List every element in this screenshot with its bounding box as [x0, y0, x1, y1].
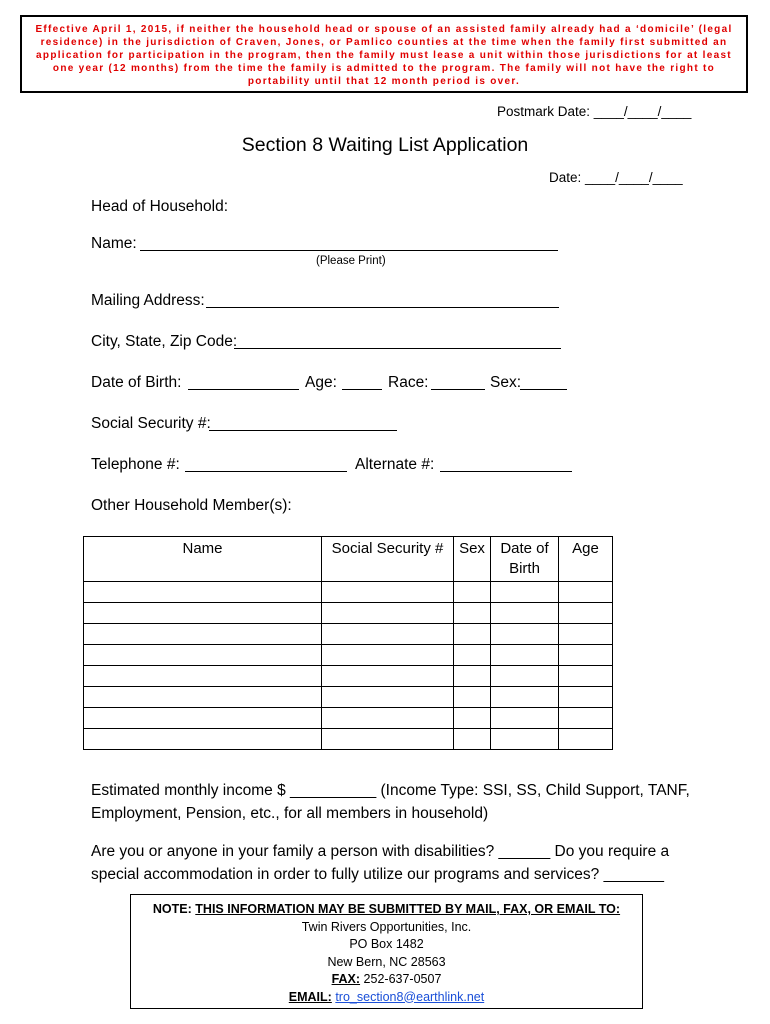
date-field: [549, 170, 683, 185]
income-line-2: Employment, Pension, etc., for all members in household): [91, 805, 489, 822]
table-row: [84, 666, 613, 687]
note-prefix: NOTE:: [152, 902, 192, 916]
table-cell[interactable]: [559, 603, 613, 624]
table-cell[interactable]: [491, 687, 559, 708]
other-household-members-heading: Other Household Member(s):: [91, 497, 292, 514]
table-cell[interactable]: [322, 666, 454, 687]
date-blank[interactable]: ____/____/____: [585, 170, 683, 185]
table-row: [84, 582, 613, 603]
alternate-phone-label: Alternate #:: [355, 456, 435, 473]
table-cell[interactable]: [322, 582, 454, 603]
income-line-1: Estimated monthly income $ __________ (Income Type: SSI, SS, Child Support, TANF,: [91, 782, 690, 799]
table-cell[interactable]: [454, 687, 491, 708]
age-label: Age:: [305, 374, 337, 391]
table-cell[interactable]: [454, 729, 491, 750]
table-cell[interactable]: [559, 708, 613, 729]
table-cell[interactable]: [491, 624, 559, 645]
table-cell[interactable]: [491, 729, 559, 750]
residency-notice-box: [20, 15, 748, 93]
city-state-zip: New Bern, NC 28563: [327, 954, 446, 969]
table-cell[interactable]: [454, 708, 491, 729]
table-row: [84, 708, 613, 729]
social-security-input[interactable]: [209, 416, 397, 431]
table-cell[interactable]: [454, 645, 491, 666]
table-cell[interactable]: [559, 582, 613, 603]
mailing-address-label: Mailing Address:: [91, 292, 205, 309]
table-cell[interactable]: [84, 624, 322, 645]
table-cell[interactable]: [454, 624, 491, 645]
email-link[interactable]: tro_section8@earthlink.net: [335, 989, 485, 1004]
table-row: [84, 729, 613, 750]
race-label: Race:: [388, 374, 429, 391]
date-label: Date:: [549, 170, 582, 185]
social-security-label: Social Security #:: [91, 415, 211, 432]
fax-line: [131, 971, 642, 989]
column-header-date-of-birth: Date of Birth: [491, 537, 559, 582]
email-line: [131, 989, 642, 1007]
sex-input[interactable]: [520, 375, 567, 390]
table-cell[interactable]: [559, 687, 613, 708]
sex-label: Sex:: [490, 374, 522, 391]
note-heading-text: THIS INFORMATION MAY BE SUBMITTED BY MAIL, FAX, OR EMAIL TO:: [195, 902, 621, 916]
table-cell[interactable]: [491, 666, 559, 687]
disability-question: [91, 840, 691, 886]
name-label: Name:: [91, 235, 137, 252]
postmark-date-label: Postmark Date:: [497, 104, 591, 119]
head-of-household-heading: Head of Household:: [91, 198, 229, 215]
household-members-table: [83, 536, 613, 750]
table-row: [84, 603, 613, 624]
column-header-sex: Sex: [454, 537, 491, 582]
table-cell[interactable]: [322, 624, 454, 645]
telephone-input[interactable]: [185, 457, 347, 472]
table-cell[interactable]: [491, 603, 559, 624]
table-cell[interactable]: [559, 666, 613, 687]
income-question: [91, 779, 691, 825]
disability-line-1: Are you or anyone in your family a person with disabilities? ______ Do you require a: [91, 843, 670, 860]
table-cell[interactable]: [559, 645, 613, 666]
table-cell[interactable]: [322, 687, 454, 708]
table-cell[interactable]: [559, 624, 613, 645]
table-cell[interactable]: [322, 645, 454, 666]
telephone-label: Telephone #:: [91, 456, 180, 473]
table-cell[interactable]: [84, 708, 322, 729]
table-cell[interactable]: [491, 645, 559, 666]
table-cell[interactable]: [84, 729, 322, 750]
table-cell[interactable]: [84, 645, 322, 666]
age-input[interactable]: [342, 375, 382, 390]
organization-name: Twin Rivers Opportunities, Inc.: [301, 919, 472, 934]
disability-line-2: special accommodation in order to fully utilize our programs and services? _______: [91, 866, 664, 883]
table-header-row: [84, 537, 613, 582]
table-cell[interactable]: [491, 582, 559, 603]
city-state-zip-label: City, State, Zip Code:: [91, 333, 238, 350]
table-cell[interactable]: [84, 582, 322, 603]
alternate-phone-input[interactable]: [440, 457, 572, 472]
table-cell[interactable]: [84, 603, 322, 624]
mailing-address-input[interactable]: [206, 293, 559, 308]
submission-note-heading: [131, 901, 642, 919]
table-cell[interactable]: [491, 708, 559, 729]
postmark-date-blank[interactable]: ____/____/____: [593, 104, 692, 119]
city-state-zip-input[interactable]: [234, 334, 561, 349]
postmark-date-field: [497, 104, 691, 119]
table-cell[interactable]: [84, 666, 322, 687]
date-of-birth-label: Date of Birth:: [91, 374, 182, 391]
column-header-social-security: Social Security #: [322, 537, 454, 582]
table-cell[interactable]: [454, 582, 491, 603]
submission-note-box: [130, 894, 643, 1009]
table-cell[interactable]: [454, 603, 491, 624]
table-row: [84, 687, 613, 708]
table-cell[interactable]: [322, 729, 454, 750]
fax-label: FAX:: [331, 972, 361, 986]
name-input[interactable]: [140, 236, 558, 251]
table-row: [84, 645, 613, 666]
date-of-birth-input[interactable]: [188, 375, 299, 390]
table-cell[interactable]: [322, 603, 454, 624]
po-box: PO Box 1482: [349, 937, 424, 951]
table-cell[interactable]: [322, 708, 454, 729]
table-cell[interactable]: [84, 687, 322, 708]
race-input[interactable]: [431, 375, 485, 390]
table-cell[interactable]: [454, 666, 491, 687]
column-header-age: Age: [559, 537, 613, 582]
page-title: Section 8 Waiting List Application: [241, 134, 529, 156]
table-cell[interactable]: [559, 729, 613, 750]
email-label: EMAIL:: [288, 989, 332, 1004]
column-header-name: Name: [84, 537, 322, 582]
table-row: [84, 624, 613, 645]
please-print-note: (Please Print): [316, 255, 386, 267]
fax-number: 252-637-0507: [363, 972, 442, 986]
residency-notice-text: Effective April 1, 2015, if neither the household head or spouse of an assisted family already had a ‘domicile’ (legal residence) in the jurisdiction of Craven, Jones, or Pamlico counties at the time when the family first submitted an application for participation in the program, then the family must lease a unit within those jurisdictions for at least one year (12 months) from the time the family is admitted to the program. The family will not have the right to portability until that 12 month period is over.: [35, 24, 733, 87]
